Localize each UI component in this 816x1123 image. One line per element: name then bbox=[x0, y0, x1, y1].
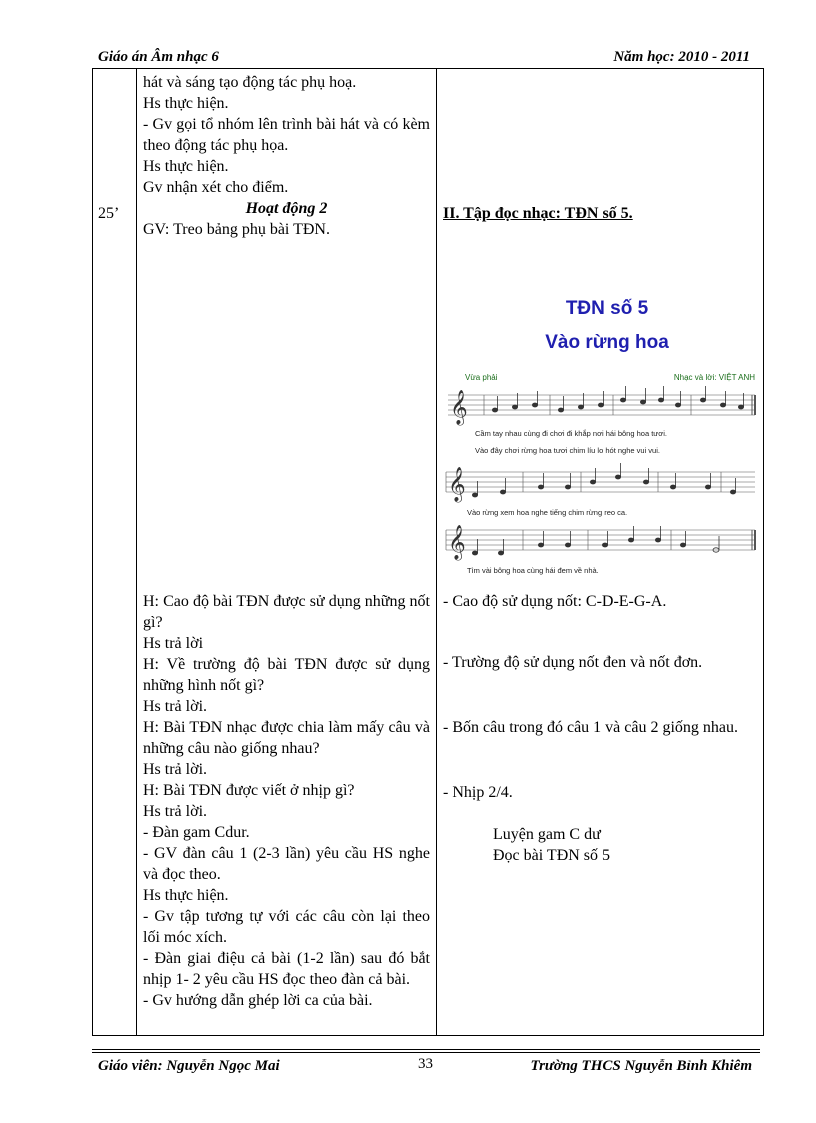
time-cell: 25’ bbox=[98, 205, 120, 222]
answer-6: Đọc bài TĐN số 5 bbox=[493, 847, 611, 864]
table-divider-1 bbox=[136, 68, 137, 1036]
page-header bbox=[92, 47, 760, 69]
treble-clef-icon: 𝄞 bbox=[450, 390, 468, 425]
activity-line: Hs thực hiện. bbox=[143, 95, 229, 112]
activity-line: hát và sáng tạo động tác phụ hoạ. bbox=[143, 74, 357, 91]
activity-line: - Gv gọi tổ nhóm lên trình bài hát và có kèm theo động tác phụ họa. bbox=[143, 116, 430, 154]
step-line: Hs thực hiện. bbox=[143, 887, 229, 904]
lyrics-line-3: Tìm vài bông hoa cùng hái đem về nhà. bbox=[467, 566, 599, 575]
footer-rule-1 bbox=[92, 1049, 760, 1050]
step-line: Hs trả lời. bbox=[143, 698, 208, 715]
staff-3 bbox=[446, 530, 755, 550]
treble-clef-icon: 𝄞 bbox=[448, 525, 466, 560]
section-title: II. Tập đọc nhạc: TĐN số 5. bbox=[443, 205, 633, 222]
step-line: H: Bài TĐN nhạc được chia làm mấy câu và những câu nào giống nhau? bbox=[143, 719, 430, 757]
table-divider-2 bbox=[436, 68, 437, 1036]
answer-5: Luyện gam C dư bbox=[493, 826, 601, 843]
activity-block bbox=[143, 72, 430, 240]
step-line: - Đàn giai điệu cả bài (1-2 lần) sau đó bắt nhịp 1- 2 yêu cầu HS đọc theo đàn cả bài. bbox=[143, 950, 430, 988]
step-line: H: Cao độ bài TĐN được sử dụng những nốt gì? bbox=[143, 593, 430, 631]
activity-line: Gv nhận xét cho điểm. bbox=[143, 179, 289, 196]
step-line: - Gv hướng dẫn ghép lời ca của bài. bbox=[143, 992, 373, 1009]
step-line: - Đàn gam Cdur. bbox=[143, 824, 250, 841]
activity-line: Hs thực hiện. bbox=[143, 158, 229, 175]
sheet-subtitle: Vào rừng hoa bbox=[545, 332, 669, 353]
footer-teacher: Giáo viên: Nguyễn Ngọc Mai bbox=[98, 1058, 280, 1074]
treble-clef-icon: 𝄞 bbox=[448, 467, 466, 502]
sheet-title: TĐN số 5 bbox=[565, 298, 649, 319]
answer-4: - Nhịp 2/4. bbox=[443, 784, 513, 801]
header-subject: Giáo án Âm nhạc 6 bbox=[98, 49, 219, 65]
answer-2: - Trường độ sử dụng nốt đen và nốt đơn. bbox=[443, 654, 703, 671]
step-line: Hs trả lời. bbox=[143, 761, 208, 778]
page-number: 33 bbox=[418, 1056, 433, 1072]
lyrics-line-2: Vào rừng xem hoa nghe tiếng chim rừng reo ca. bbox=[467, 508, 628, 517]
activity-heading: Hoạt động 2 bbox=[245, 200, 328, 217]
footer-rule-2 bbox=[92, 1052, 760, 1053]
answer-3: - Bốn câu trong đó câu 1 và câu 2 giống nhau. bbox=[443, 719, 739, 736]
notes-staff-3 bbox=[472, 526, 719, 555]
sheet-credit: Nhạc và lời: VIỆT ANH bbox=[673, 373, 755, 382]
footer-school: Trường THCS Nguyễn Bỉnh Khiêm bbox=[530, 1058, 752, 1074]
step-line: Hs trả lời bbox=[143, 635, 204, 652]
activity-line: GV: Treo bảng phụ bài TĐN. bbox=[143, 221, 330, 238]
step-line: Hs trả lời. bbox=[143, 803, 208, 820]
notes-staff-1 bbox=[492, 386, 743, 412]
lyrics-line-1a: Cầm tay nhau cùng đi chơi đi khắp nơi hái bông hoa tươi. bbox=[475, 429, 667, 438]
answer-1: - Cao độ sử dụng nốt: C-D-E-G-A. bbox=[443, 593, 667, 610]
step-line: - Gv tập tương tự với các câu còn lại theo lối móc xích. bbox=[143, 908, 430, 946]
sheet-music-image bbox=[443, 290, 763, 585]
sheet-tempo: Vừa phải bbox=[465, 373, 498, 382]
teaching-steps bbox=[143, 591, 430, 1011]
lyrics-line-1b: Vào đây chơi rừng hoa tươi chim líu lo hót nghe vui vui. bbox=[475, 446, 660, 455]
header-school-year: Năm học: 2010 - 2011 bbox=[613, 49, 750, 65]
step-line: H: Bài TĐN được viết ở nhịp gì? bbox=[143, 782, 355, 799]
step-line: - GV đàn câu 1 (2-3 lần) yêu cầu HS nghe và đọc theo. bbox=[143, 845, 430, 883]
step-line: H: Về trường độ bài TĐN được sử dụng những hình nốt gì? bbox=[143, 656, 430, 694]
